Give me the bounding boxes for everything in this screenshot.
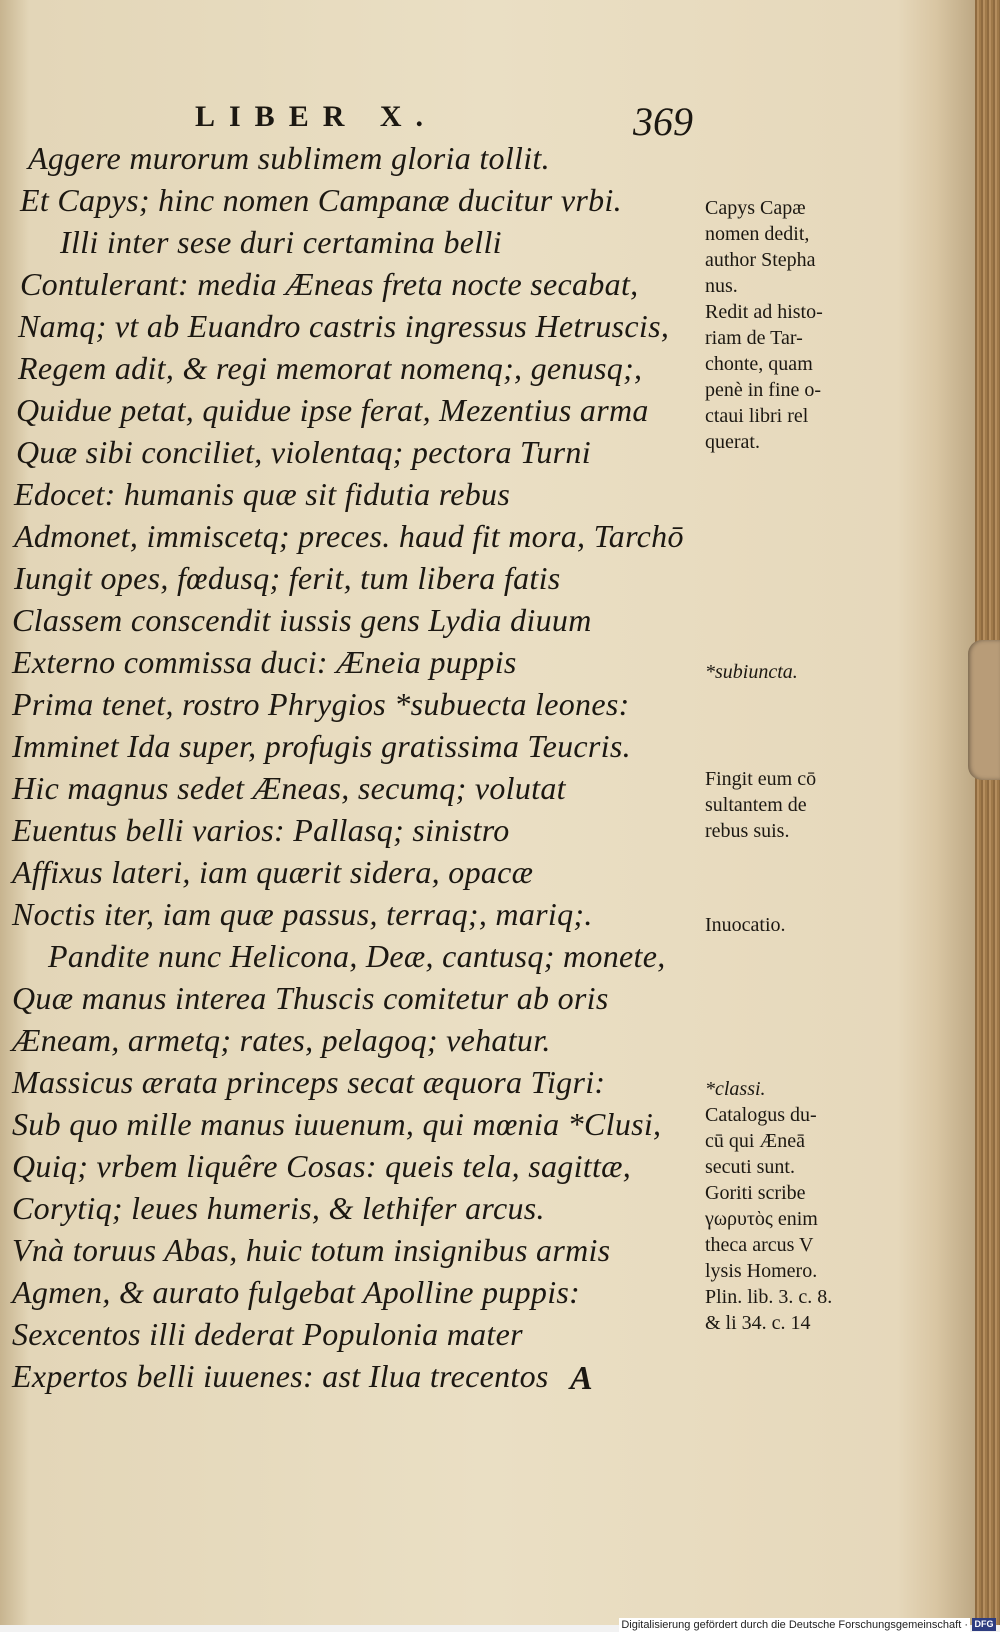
verse-line: Admonet, immiscetq; preces. haud fit mora, Tarchō [14, 518, 684, 554]
marginal-note-line: theca arcus V [705, 1234, 814, 1256]
marginal-note-line: sultantem de [705, 794, 807, 816]
verse-line: Externo commissa duci: Æneia puppis [12, 644, 517, 680]
marginal-note [705, 912, 786, 938]
verse-line: Euentus belli varios: Pallasq; sinistro [12, 812, 510, 848]
verse-line: Aggere murorum sublimem gloria tollit. [28, 140, 550, 176]
verse-line: Et Capys; hinc nomen Campanæ ducitur vrbi. [20, 182, 622, 218]
verse-line: Corytiq; leues humeris, & lethifer arcus. [12, 1190, 545, 1226]
book-edge [975, 0, 1000, 1625]
verse-line: Expertos belli iuuenes: ast Ilua trecentos [12, 1358, 549, 1394]
marginal-note [705, 195, 816, 299]
marginal-note-line: Inuocatio. [705, 914, 786, 936]
marginal-note-line: author Stepha [705, 249, 816, 271]
verse-line: Imminet Ida super, profugis gratissima Teucris. [12, 728, 631, 764]
marginal-note-line: Plin. lib. 3. c. 8. [705, 1286, 833, 1308]
marginal-note-line: & li 34. c. 14 [705, 1312, 811, 1334]
verse-line: Affixus lateri, iam quærit sidera, opacæ [12, 854, 534, 890]
marginal-note-line: Catalogus du- [705, 1104, 817, 1126]
verse-line: Illi inter sese duri certamina belli [60, 224, 502, 260]
marginal-note-line: *subiuncta. [705, 661, 798, 683]
marginal-note [705, 299, 823, 455]
marginal-note [705, 766, 816, 844]
verse-line: Sub quo mille manus iuuenum, qui mœnia *Clusi, [12, 1106, 662, 1142]
funding-credit: Digitalisierung gefördert durch die Deutsche Forschungsgemeinschaft · [621, 1619, 968, 1631]
marginal-note-line: *classi. [705, 1078, 766, 1100]
marginal-note-line: Fingit eum cō [705, 768, 817, 790]
marginal-note-line: riam de Tar- [705, 327, 803, 349]
marginal-note-line: nomen dedit, [705, 223, 810, 245]
verse-line: Edocet: humanis quæ sit fidutia rebus [14, 476, 511, 512]
verse-line: Massicus ærata princeps secat æquora Tigri: [12, 1064, 606, 1100]
verse-line: Sexcentos illi dederat Populonia mater [12, 1316, 523, 1352]
marginal-note-line: rebus suis. [705, 820, 790, 842]
verse-line: Quidue petat, quidue ipse ferat, Mezentius arma [16, 392, 649, 428]
dfg-logo-icon: DFG [972, 1618, 996, 1631]
marginal-note-line: nus. [705, 275, 738, 297]
marginal-note-line: γωρυτὸς enim [705, 1208, 818, 1230]
verse-line: Quæ manus interea Thuscis comitetur ab oris [12, 980, 609, 1016]
verse-line: Pandite nunc Helicona, Deæ, cantusq; monete, [48, 938, 666, 974]
verse-line: Contulerant: media Æneas freta nocte secabat, [20, 266, 639, 302]
verse-line: Classem conscendit iussis gens Lydia diuum [12, 602, 592, 638]
marginal-note-line: chonte, quam [705, 353, 813, 375]
marginal-note-line: cū qui Æneā [705, 1130, 805, 1152]
verse-line: Quæ sibi conciliet, violentaq; pectora Turni [16, 434, 591, 470]
verse-line: Quiq; vrbem liquêre Cosas: queis tela, sagittæ, [12, 1148, 632, 1184]
verse-line: Hic magnus sedet Æneas, secumq; volutat [12, 770, 566, 806]
marginal-note-line: lysis Homero. [705, 1260, 818, 1282]
verse-line: Agmen, & aurato fulgebat Apolline puppis: [12, 1274, 581, 1310]
marginal-note-line: Goriti scribe [705, 1182, 806, 1204]
verse-line: Æneam, armetq; rates, pelagoq; vehatur. [12, 1022, 551, 1058]
catchword: A [570, 1360, 593, 1397]
verse-line: Noctis iter, iam quæ passus, terraq;, mariq;. [12, 896, 593, 932]
verse-line: Vnà toruus Abas, huic totum insignibus armis [12, 1232, 611, 1268]
marginal-note-line: penè in fine o- [705, 379, 822, 401]
verse-line: Prima tenet, rostro Phrygios *subuecta leones: [12, 686, 630, 722]
marginal-note [705, 1076, 766, 1102]
marginal-note-line: secuti sunt. [705, 1156, 795, 1178]
verse-line: Iungit opes, fœdusq; ferit, tum libera fatis [14, 560, 561, 596]
verse-line: Namq; vt ab Euandro castris ingressus Hetruscis, [18, 308, 670, 344]
running-head: LIBER X. [195, 100, 438, 133]
marginal-note [705, 659, 798, 685]
page-tab [968, 640, 1000, 780]
marginal-note-line: querat. [705, 431, 760, 453]
marginal-note-line: ctaui libri rel [705, 405, 809, 427]
verse-line: Regem adit, & regi memorat nomenq;, genusq;, [18, 350, 643, 386]
page-number: 369 [633, 99, 693, 144]
marginal-note [705, 1102, 832, 1336]
marginal-note-line: Redit ad histo- [705, 301, 823, 323]
marginal-note-line: Capys Capæ [705, 197, 806, 219]
